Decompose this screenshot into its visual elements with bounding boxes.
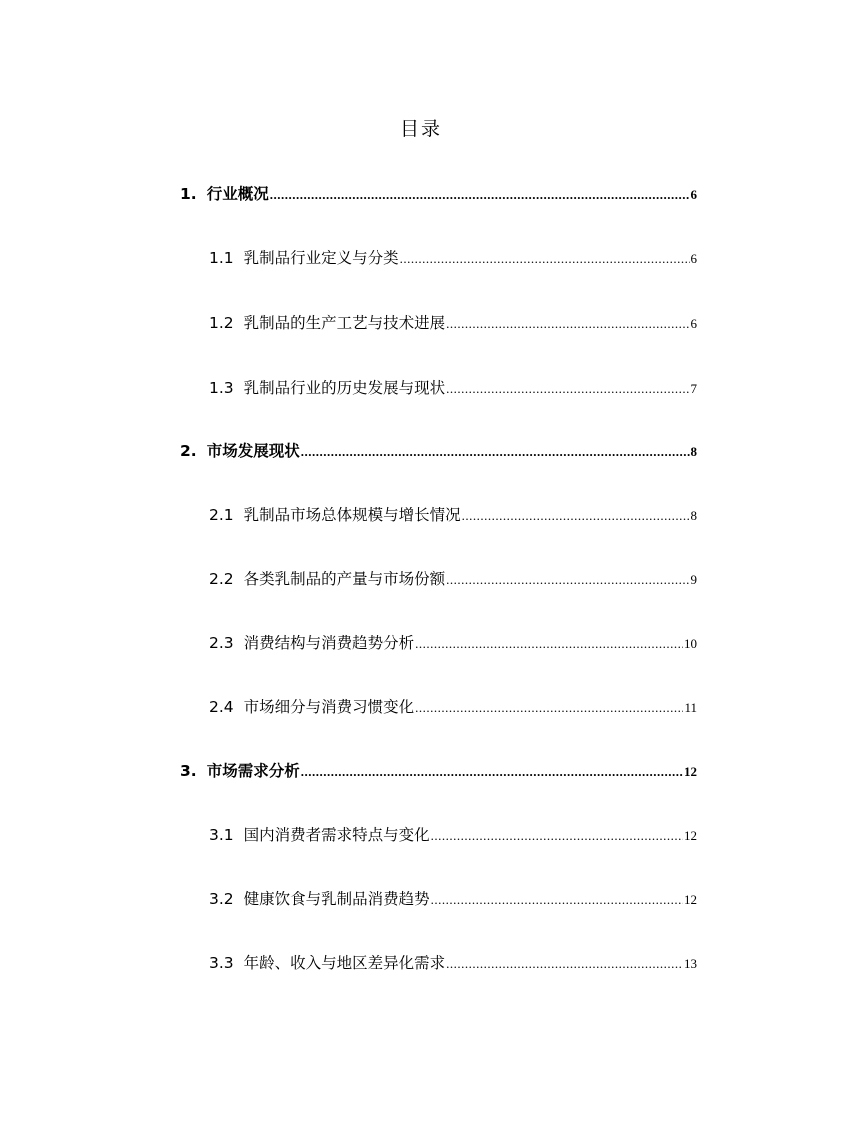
toc-number: 2. [180, 442, 197, 460]
toc-number: 2.1 [209, 506, 234, 524]
page-title: 目录 [399, 118, 442, 140]
toc-number: 2.3 [209, 634, 234, 652]
toc-page-number: 8 [690, 444, 697, 459]
toc-page-number: 10 [684, 636, 697, 651]
toc-entry-1-3[interactable] [209, 376, 697, 400]
toc-page-number: 11 [684, 700, 697, 715]
toc-entry-2-4[interactable] [209, 695, 697, 719]
toc-page-number: 12 [684, 892, 697, 907]
toc-page-number: 6 [690, 187, 697, 202]
toc-entry-2[interactable] [180, 439, 697, 463]
dot-leader [415, 632, 683, 656]
toc-label: 乳制品行业的历史发展与现状 [243, 379, 446, 397]
toc-entry-3-3[interactable] [209, 951, 697, 975]
toc-label: 各类乳制品的产量与市场份额 [243, 570, 446, 588]
toc-label: 行业概况 [206, 185, 269, 203]
toc-label: 健康饮食与乳制品消费趋势 [243, 890, 430, 908]
dot-leader [270, 183, 690, 207]
toc-page-number: 6 [690, 316, 697, 331]
toc-number: 2.4 [209, 698, 234, 716]
toc-label: 乳制品的生产工艺与技术进展 [243, 314, 446, 332]
dot-leader [446, 377, 689, 401]
toc-number: 1. [180, 185, 197, 203]
dot-leader [446, 952, 683, 976]
dot-leader [446, 312, 689, 336]
toc-number: 3.2 [209, 890, 234, 908]
dot-leader [301, 760, 683, 784]
toc-label: 国内消费者需求特点与变化 [243, 826, 430, 844]
dot-leader [400, 247, 690, 271]
toc-page-number: 13 [684, 956, 697, 971]
toc-number: 1.3 [209, 379, 234, 397]
toc-number: 3. [180, 762, 197, 780]
toc-number: 1.1 [209, 249, 234, 267]
toc-entry-2-1[interactable] [209, 503, 697, 527]
dot-leader [462, 504, 690, 528]
toc-label: 乳制品市场总体规模与增长情况 [243, 506, 461, 524]
toc-entry-3[interactable] [180, 759, 697, 783]
dot-leader [431, 824, 683, 848]
dot-leader [431, 888, 683, 912]
toc-number: 3.3 [209, 954, 234, 972]
toc-page-number: 12 [684, 764, 697, 779]
toc-entry-1[interactable] [180, 182, 697, 206]
dot-leader [301, 440, 690, 464]
toc-page-number: 9 [690, 572, 697, 587]
toc-page-number: 8 [690, 508, 697, 523]
toc-label: 年龄、收入与地区差异化需求 [243, 954, 446, 972]
toc-number: 1.2 [209, 314, 234, 332]
toc-page-number: 7 [690, 381, 697, 396]
toc-page-number: 6 [690, 251, 697, 266]
toc-label: 市场发展现状 [206, 442, 300, 460]
toc-entry-2-3[interactable] [209, 631, 697, 655]
toc-label: 市场细分与消费习惯变化 [243, 698, 415, 716]
toc-entry-3-2[interactable] [209, 887, 697, 911]
toc-entry-1-2[interactable] [209, 311, 697, 335]
dot-leader [446, 568, 689, 592]
toc-page-number: 12 [684, 828, 697, 843]
toc-entry-1-1[interactable] [209, 246, 697, 270]
toc-number: 2.2 [209, 570, 234, 588]
toc-label: 乳制品行业定义与分类 [243, 249, 399, 267]
toc-number: 3.1 [209, 826, 234, 844]
toc-label: 市场需求分析 [206, 762, 300, 780]
toc-label: 消费结构与消费趋势分析 [243, 634, 415, 652]
dot-leader [415, 696, 683, 720]
toc-entry-3-1[interactable] [209, 823, 697, 847]
toc-entry-2-2[interactable] [209, 567, 697, 591]
